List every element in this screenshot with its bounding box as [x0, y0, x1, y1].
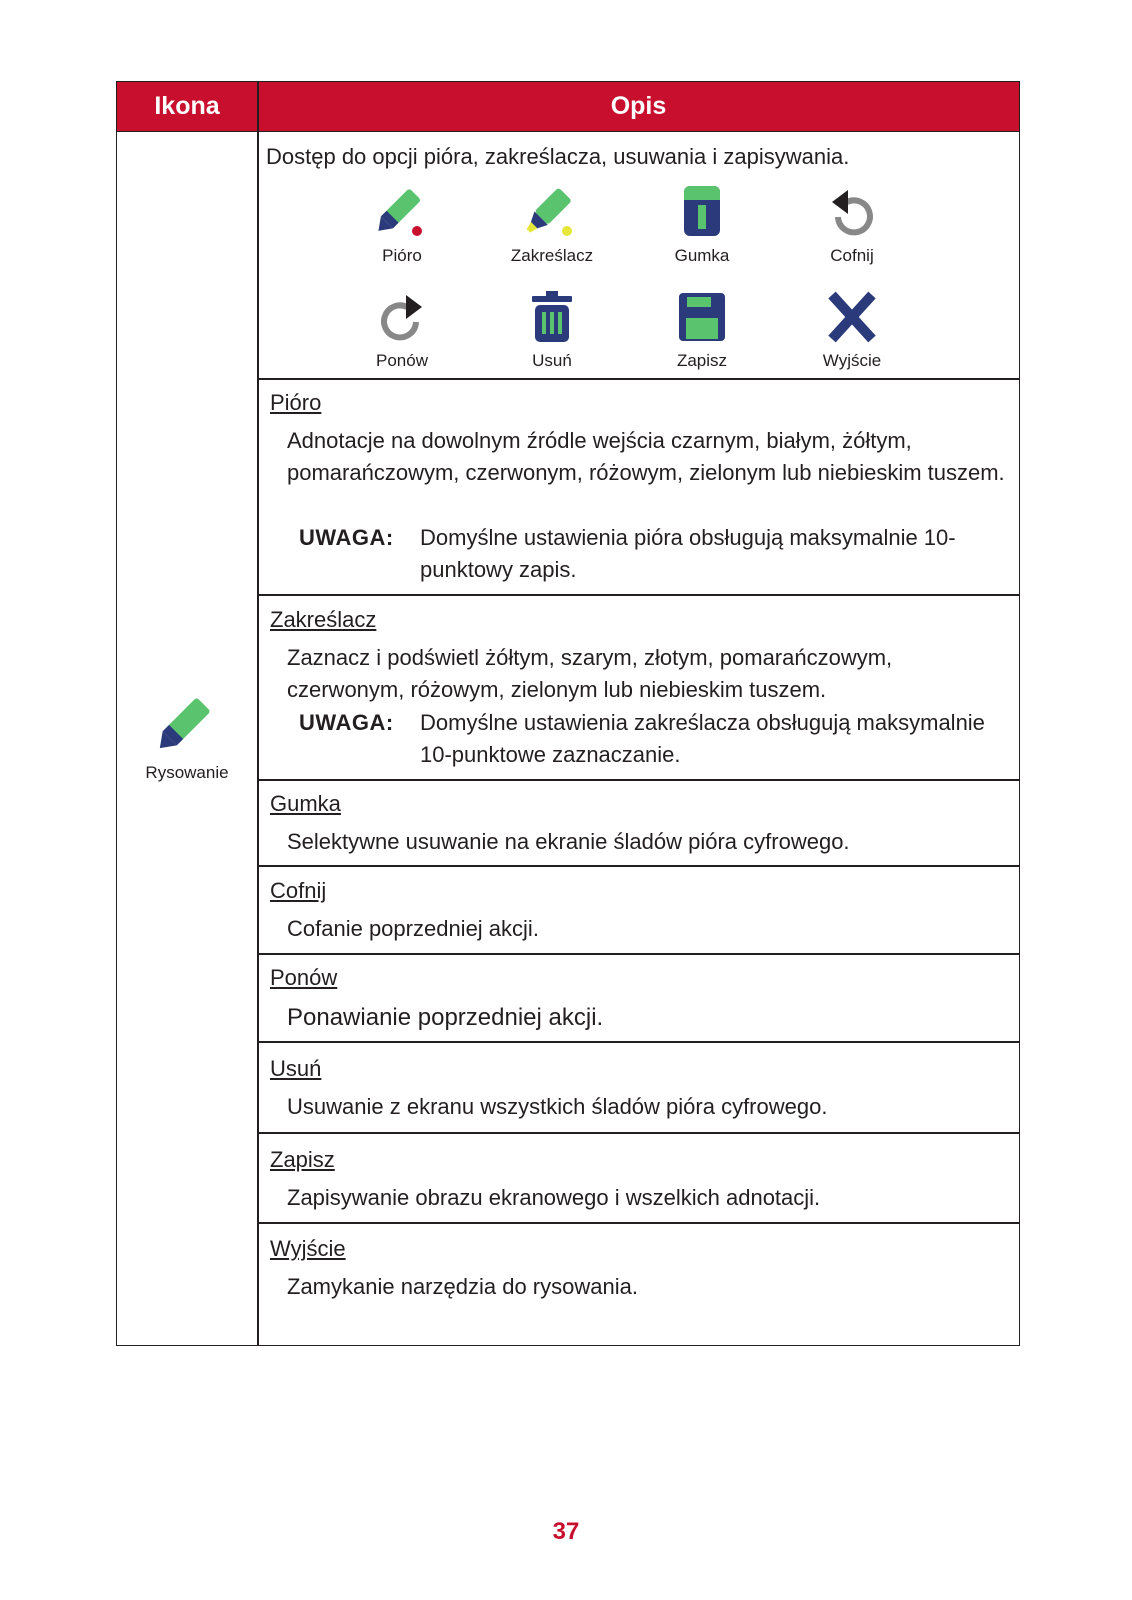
section-body-exit: Zamykanie narzędzia do rysowania. — [287, 1274, 638, 1299]
undo-icon — [824, 186, 880, 238]
intro-text: Dostęp do opcji pióra, zakreślacza, usuwania i zapisywania. — [266, 144, 850, 169]
header-icon-col: Ikona — [154, 92, 220, 120]
page-number: 37 — [552, 1518, 580, 1545]
tool-label: Cofnij — [830, 246, 874, 265]
table-header — [117, 82, 1019, 132]
tool-delete[interactable] — [477, 291, 627, 371]
section-body-save: Zapisywanie obrazu ekranowego i wszelkich adnotacji. — [287, 1185, 821, 1210]
section-body-delete: Usuwanie z ekranu wszystkich śladów pióra cyfrowego. — [287, 1094, 828, 1119]
column-divider — [257, 82, 259, 1345]
section-title-pen: Pióro — [270, 390, 322, 415]
note-text: Domyślne ustawienia zakreślacza obsługują maksymalnie 10-punktowe zaznaczanie. — [420, 710, 985, 767]
tool-label: Wyjście — [822, 351, 882, 370]
save-icon — [674, 291, 730, 343]
tool-exit[interactable] — [777, 291, 927, 371]
tool-label: Zakreślacz — [510, 246, 594, 265]
section-body-redo: Ponawianie poprzedniej akcji. — [287, 1004, 604, 1031]
section-title-redo: Ponów — [270, 965, 338, 990]
redo-icon — [374, 291, 430, 343]
section-title-save: Zapisz — [270, 1147, 335, 1172]
tool-label: Zapisz — [676, 351, 728, 370]
row-divider — [257, 378, 1019, 380]
section-body-eraser: Selektywne usuwanie na ekranie śladów pióra cyfrowego. — [287, 829, 850, 854]
note-label: UWAGA: — [299, 710, 394, 735]
row-divider — [257, 953, 1019, 955]
highlighter-icon — [524, 186, 580, 238]
row-divider — [257, 1041, 1019, 1043]
close-icon — [824, 291, 880, 343]
tool-label: Usuń — [532, 351, 572, 370]
row-divider — [257, 1132, 1019, 1134]
tool-pen[interactable] — [327, 186, 477, 266]
row-divider — [257, 865, 1019, 867]
row-label: Rysowanie — [145, 763, 229, 782]
note-text: Domyślne ustawienia pióra obsługują maksymalnie 10-punktowy zapis. — [420, 525, 956, 582]
row-divider — [257, 779, 1019, 781]
row-divider — [257, 1222, 1019, 1224]
tool-label: Pióro — [382, 246, 422, 265]
section-body-highlighter: Zaznacz i podświetl żółtym, szarym, złotym, pomarańczowym, czerwonym, różowym, zielonym lub niebieskim tuszem. — [287, 645, 893, 702]
feature-table — [116, 81, 1020, 1346]
note-label: UWAGA: — [299, 525, 394, 550]
eraser-icon — [674, 186, 730, 238]
tool-label: Ponów — [376, 351, 428, 370]
tool-label: Gumka — [674, 246, 730, 265]
header-desc-col: Opis — [610, 92, 667, 120]
tool-eraser[interactable] — [627, 186, 777, 266]
section-title-undo: Cofnij — [270, 878, 327, 903]
section-title-eraser: Gumka — [270, 791, 341, 816]
tool-save[interactable] — [627, 291, 777, 371]
section-body-pen: Adnotacje na dowolnym źródle wejścia czarnym, białym, żółtym, pomarańczowym, czerwonym, różowym, zielonym lub niebieskim tuszem. — [287, 428, 1005, 485]
pencil-icon — [155, 694, 217, 755]
tool-undo[interactable] — [777, 186, 927, 266]
section-body-undo: Cofanie poprzedniej akcji. — [287, 916, 539, 941]
trash-icon — [524, 291, 580, 343]
pen-icon — [374, 186, 430, 238]
section-title-delete: Usuń — [270, 1056, 322, 1081]
section-title-exit: Wyjście — [270, 1236, 346, 1261]
row-divider — [257, 594, 1019, 596]
section-title-highlighter: Zakreślacz — [270, 607, 377, 632]
tool-redo[interactable] — [327, 291, 477, 371]
tool-highlighter[interactable] — [477, 186, 627, 266]
